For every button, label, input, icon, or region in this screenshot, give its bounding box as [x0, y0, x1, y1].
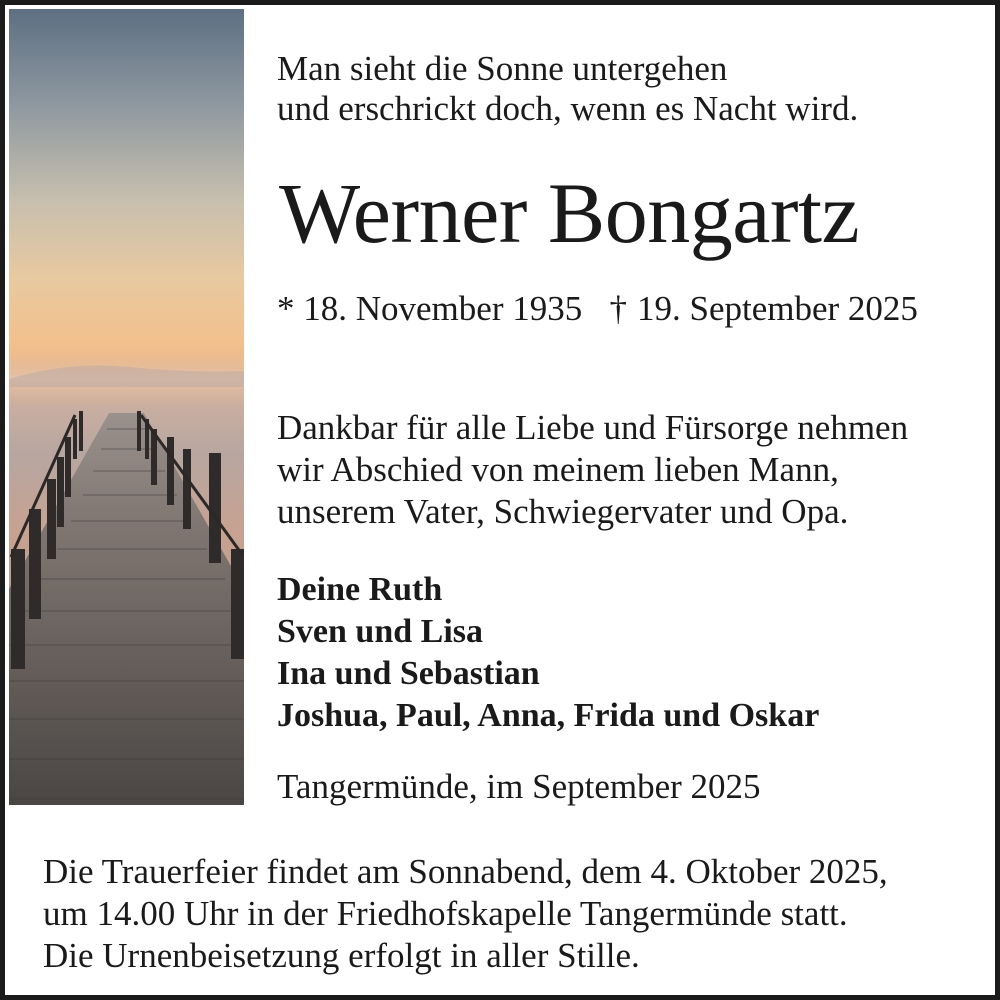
memorial-quote: [277, 49, 858, 129]
thanks-line: wir Abschied von meinem lieben Mann,: [277, 450, 839, 489]
quote-line: und erschrickt doch, wenn es Nacht wird.: [277, 89, 859, 128]
birth-date: * 18. November 1935: [277, 289, 583, 328]
death-date: 19. September 2025: [636, 289, 918, 328]
quote-line: Man sieht die Sonne untergehen: [277, 49, 728, 88]
thanks-line: Dankbar für alle Liebe und Fürsorge nehmen: [277, 408, 909, 447]
service-line: Die Trauerfeier findet am Sonnabend, dem 4. Oktober 2025,: [43, 852, 888, 891]
thanks-text: [277, 407, 908, 533]
deceased-name: Werner Bongartz: [279, 165, 860, 261]
jetty-sunset-photo: [9, 9, 244, 805]
dagger-symbol: †: [609, 289, 627, 328]
place-and-date: Tangermünde, im September 2025: [277, 767, 761, 806]
family-line: Sven und Lisa: [277, 613, 483, 650]
family-line: Joshua, Paul, Anna, Frida und Oskar: [277, 697, 820, 734]
service-line: um 14.00 Uhr in der Friedhofskapelle Tangermünde statt.: [43, 894, 848, 933]
service-info: [43, 851, 888, 977]
family-line: Deine Ruth: [277, 571, 443, 608]
family-line: Ina und Sebastian: [277, 655, 540, 692]
service-line: Die Urnenbeisetzung erfolgt in aller Stille.: [43, 936, 640, 975]
thanks-line: unserem Vater, Schwiegervater und Opa.: [277, 492, 849, 531]
family-signatures: [277, 569, 819, 737]
life-dates: [277, 289, 918, 329]
